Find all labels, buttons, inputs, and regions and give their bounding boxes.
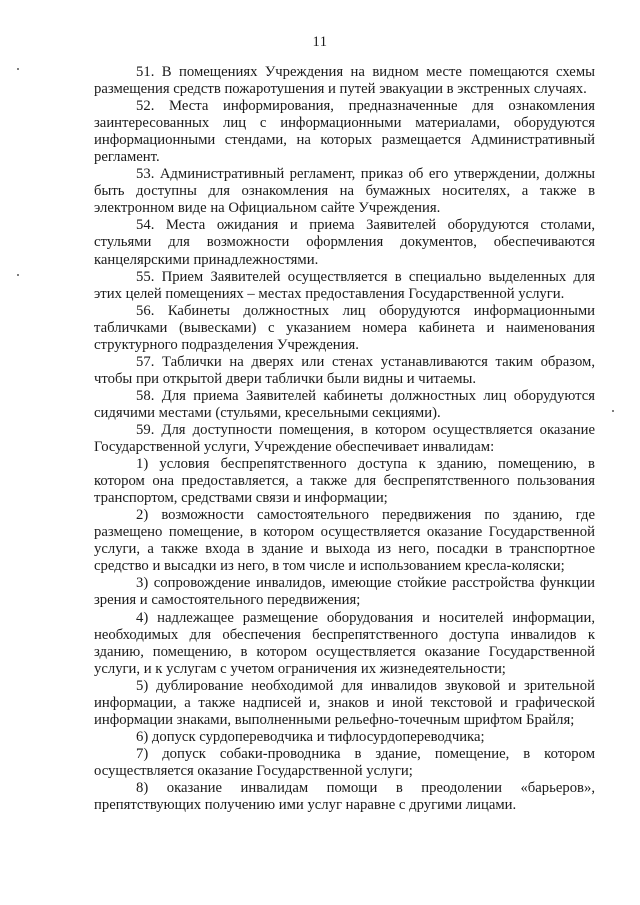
paragraph-54: 54. Места ожидания и приема Заявителей оборудуются столами, стульями для возможности оформления документов, обеспечиваются канцелярскими принадлежностями. [94, 217, 595, 268]
list-item-6: 6) допуск сурдопереводчика и тифлосурдопереводчика; [136, 728, 485, 745]
paragraph-51: 51. В помещениях Учреждения на видном месте помещаются схемы размещения средств пожаротушения и путей эвакуации в экстренных случаях. [94, 64, 595, 98]
list-item-8: 8) оказание инвалидам помощи в преодолении «барьеров», препятствующих получению ими услуг наравне с другими лицами. [94, 779, 595, 814]
paragraph-58: 58. Для приема Заявителей кабинеты должностных лиц оборудуются сидячими местами (стульями, кресельными секциями). [94, 387, 595, 421]
paragraph-57: 57. Таблички на дверях или стенах устанавливаются таким образом, чтобы при открытой двери таблички были видны и читаемы. [94, 353, 595, 387]
list-item-2: 2) возможности самостоятельного передвижения по зданию, где размещено помещение, в котором осуществляется оказание Государственной услуги, а также входа в здание и выхода из него, посадки в транспортное средство и высадки из него, в том числе и использованием кресла-коляски; [94, 507, 595, 575]
paragraph-56: 56. Кабинеты должностных лиц оборудуются информационными табличками (вывесками) с указанием номера кабинета и наименования структурного подразделения Учреждения. [94, 302, 595, 353]
list-item-5: 5) дублирование необходимой для инвалидов звуковой и зрительной информации, а также надписей и, знаков и иной текстовой и графической информации знаками, выполненными рельефно-точечным шрифтом Брайля; [94, 677, 595, 728]
document-body [94, 64, 595, 814]
paragraph-53: 53. Административный регламент, приказ об его утверждении, должны быть доступны для ознакомления на бумажных носителях, а также в электронном виде на Официальном сайте Учреждения. [94, 166, 595, 217]
paragraph-59: 59. Для доступности помещения, в котором осуществляется оказание Государственной услуги, Учреждение обеспечивает инвалидам: [94, 421, 595, 456]
list-item-7: 7) допуск собаки-проводника в здание, помещение, в котором осуществляется оказание Государственной услуги; [94, 745, 595, 779]
page-number: 11 [312, 34, 328, 50]
list-item-4: 4) надлежащее размещение оборудования и носителей информации, необходимых для обеспечения беспрепятственного доступа инвалидов к зданию, помещению, в котором осуществляется оказание Государственной услуги, и к услугам с учетом ограничения их жизнедеятельности; [94, 609, 595, 677]
list-item-3: 3) сопровождение инвалидов, имеющие стойкие расстройства функции зрения и самостоятельного передвижения; [94, 575, 595, 609]
scan-speck [17, 274, 19, 276]
paragraph-55: 55. Прием Заявителей осуществляется в специально выделенных для этих целей помещениях – местах предоставления Государственной услуги. [94, 268, 595, 302]
scan-speck [17, 68, 19, 70]
scan-speck [612, 410, 614, 412]
paragraph-52: 52. Места информирования, предназначенные для ознакомления заинтересованных лиц с информационными материалами, оборудуются информационными стендами, на которых размещается Административный регламент. [94, 98, 595, 166]
list-item-1: 1) условия беспрепятственного доступа к зданию, помещению, в котором она предоставляется, а также для беспрепятственного пользования транспортом, средствами связи и информации; [94, 456, 595, 507]
